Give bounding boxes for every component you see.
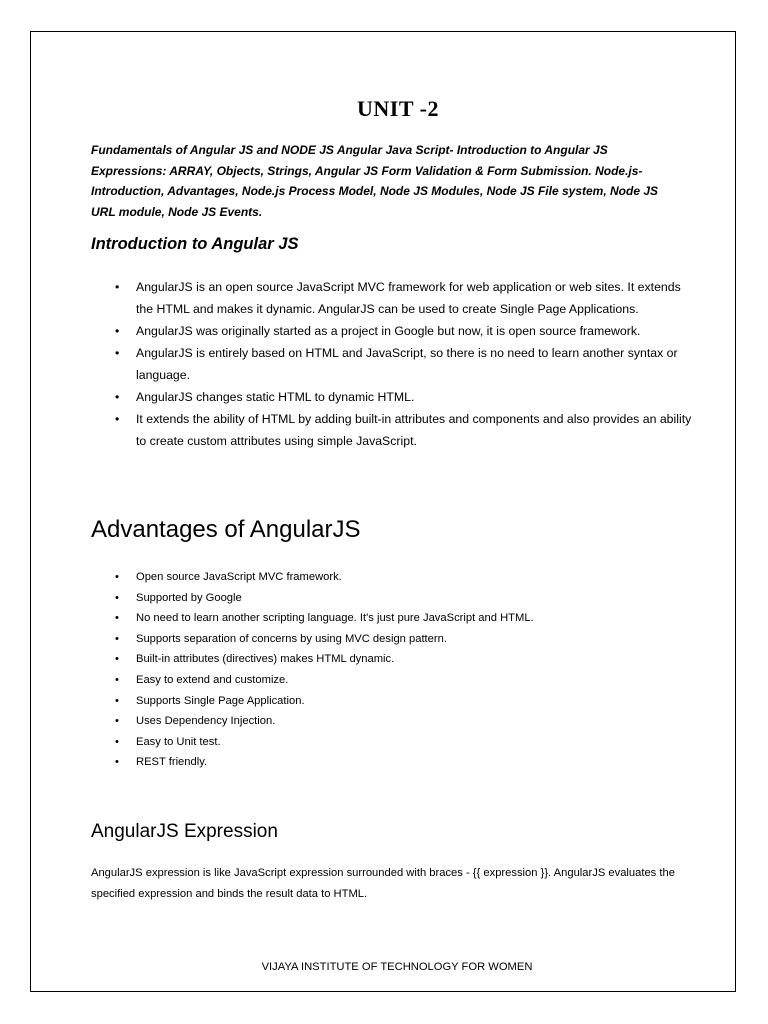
list-item: • Easy to Unit test. <box>91 732 691 753</box>
list-item: • Uses Dependency Injection. <box>91 711 691 732</box>
intro-heading: Introduction to Angular JS <box>91 235 299 253</box>
unit-title: UNIT -2 <box>357 96 439 121</box>
syllabus-summary: Fundamentals of Angular JS and NODE JS Angular Java Script- Introduction to Angular JS Expressions: ARRAY, Objects, Strings, Angular JS Form Validation & Form Submission. Node.js- Introduction, Advantages, Node.js Process Model, Node JS Modules, Node JS File system, Node JS URL module, Node JS Events. <box>91 143 659 219</box>
list-item: • Supports Single Page Application. <box>91 691 691 712</box>
list-item: • AngularJS changes static HTML to dynamic HTML. <box>91 386 696 408</box>
list-item: • It extends the ability of HTML by adding built-in attributes and components and also provides an ability to create custom attributes using simple JavaScript. <box>91 408 696 452</box>
list-item: • AngularJS was originally started as a project in Google but now, it is open source framework. <box>91 320 696 342</box>
list-item: • AngularJS is an open source JavaScript MVC framework for web application or web sites. It extends the HTML and makes it dynamic. AngularJS can be used to create Single Page Applications. <box>91 276 696 320</box>
advantages-bullet-list <box>91 567 691 773</box>
list-item: • No need to learn another scripting language. It's just pure JavaScript and HTML. <box>91 608 691 629</box>
list-item: • REST friendly. <box>91 752 691 773</box>
page-footer: VIJAYA INSTITUTE OF TECHNOLOGY FOR WOMEN <box>261 961 533 973</box>
document-page <box>30 31 736 992</box>
list-item: • Open source JavaScript MVC framework. <box>91 567 691 588</box>
list-item: • AngularJS is entirely based on HTML and JavaScript, so there is no need to learn another syntax or language. <box>91 342 696 386</box>
list-item: • Built-in attributes (directives) makes HTML dynamic. <box>91 649 691 670</box>
intro-bullet-list <box>91 276 696 452</box>
list-item: • Easy to extend and customize. <box>91 670 691 691</box>
expression-paragraph: AngularJS expression is like JavaScript expression surrounded with braces - {{ expression }}. AngularJS evaluates the specified expression and binds the result data to HTML. <box>91 867 675 900</box>
advantages-heading: Advantages of AngularJS <box>91 516 361 543</box>
list-item: • Supported by Google <box>91 588 691 609</box>
expression-heading: AngularJS Expression <box>91 821 278 842</box>
list-item: • Supports separation of concerns by using MVC design pattern. <box>91 629 691 650</box>
